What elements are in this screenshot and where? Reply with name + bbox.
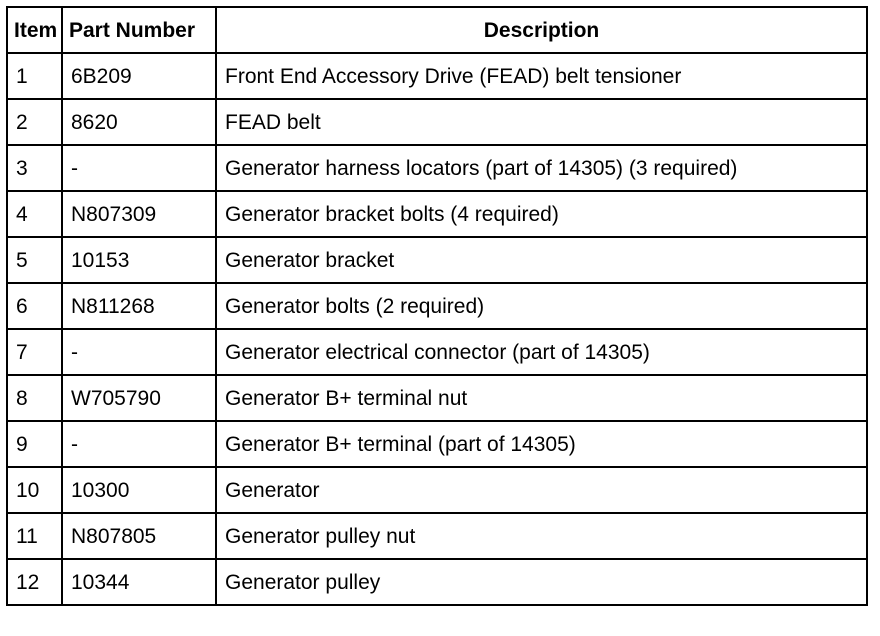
table-row (7, 191, 867, 237)
description-cell: Generator bracket (216, 237, 867, 283)
description-cell: Generator electrical connector (part of 14305) (216, 329, 867, 375)
table-row (7, 53, 867, 99)
description-cell: Generator pulley (216, 559, 867, 605)
description-column-header: Description (216, 7, 867, 53)
item-cell: 7 (7, 329, 62, 375)
item-cell: 10 (7, 467, 62, 513)
part-number-cell: N807805 (62, 513, 216, 559)
item-cell: 4 (7, 191, 62, 237)
table-row (7, 513, 867, 559)
part-number-cell: 10300 (62, 467, 216, 513)
item-column-header: Item (7, 7, 62, 53)
item-cell: 9 (7, 421, 62, 467)
description-cell: Front End Accessory Drive (FEAD) belt tensioner (216, 53, 867, 99)
table-body (7, 53, 867, 605)
description-cell: Generator bolts (2 required) (216, 283, 867, 329)
part-number-cell: 8620 (62, 99, 216, 145)
item-cell: 6 (7, 283, 62, 329)
table-row (7, 237, 867, 283)
table-row (7, 329, 867, 375)
part-number-cell: W705790 (62, 375, 216, 421)
parts-table (6, 6, 868, 606)
part-number-cell: 10153 (62, 237, 216, 283)
part-number-cell: - (62, 145, 216, 191)
part-number-column-header: Part Number (62, 7, 216, 53)
item-cell: 3 (7, 145, 62, 191)
description-cell: Generator pulley nut (216, 513, 867, 559)
table-header-row (7, 7, 867, 53)
table-row (7, 467, 867, 513)
table-row (7, 421, 867, 467)
part-number-cell: 10344 (62, 559, 216, 605)
description-cell: Generator harness locators (part of 14305) (3 required) (216, 145, 867, 191)
table-row (7, 559, 867, 605)
description-cell: Generator B+ terminal (part of 14305) (216, 421, 867, 467)
item-cell: 8 (7, 375, 62, 421)
description-cell: FEAD belt (216, 99, 867, 145)
item-cell: 5 (7, 237, 62, 283)
table-row (7, 145, 867, 191)
part-number-cell: N807309 (62, 191, 216, 237)
description-cell: Generator bracket bolts (4 required) (216, 191, 867, 237)
part-number-cell: - (62, 329, 216, 375)
item-cell: 2 (7, 99, 62, 145)
item-cell: 1 (7, 53, 62, 99)
item-cell: 11 (7, 513, 62, 559)
part-number-cell: 6B209 (62, 53, 216, 99)
description-cell: Generator B+ terminal nut (216, 375, 867, 421)
table-row (7, 283, 867, 329)
item-cell: 12 (7, 559, 62, 605)
description-cell: Generator (216, 467, 867, 513)
part-number-cell: N811268 (62, 283, 216, 329)
table-row (7, 375, 867, 421)
table-row (7, 99, 867, 145)
part-number-cell: - (62, 421, 216, 467)
